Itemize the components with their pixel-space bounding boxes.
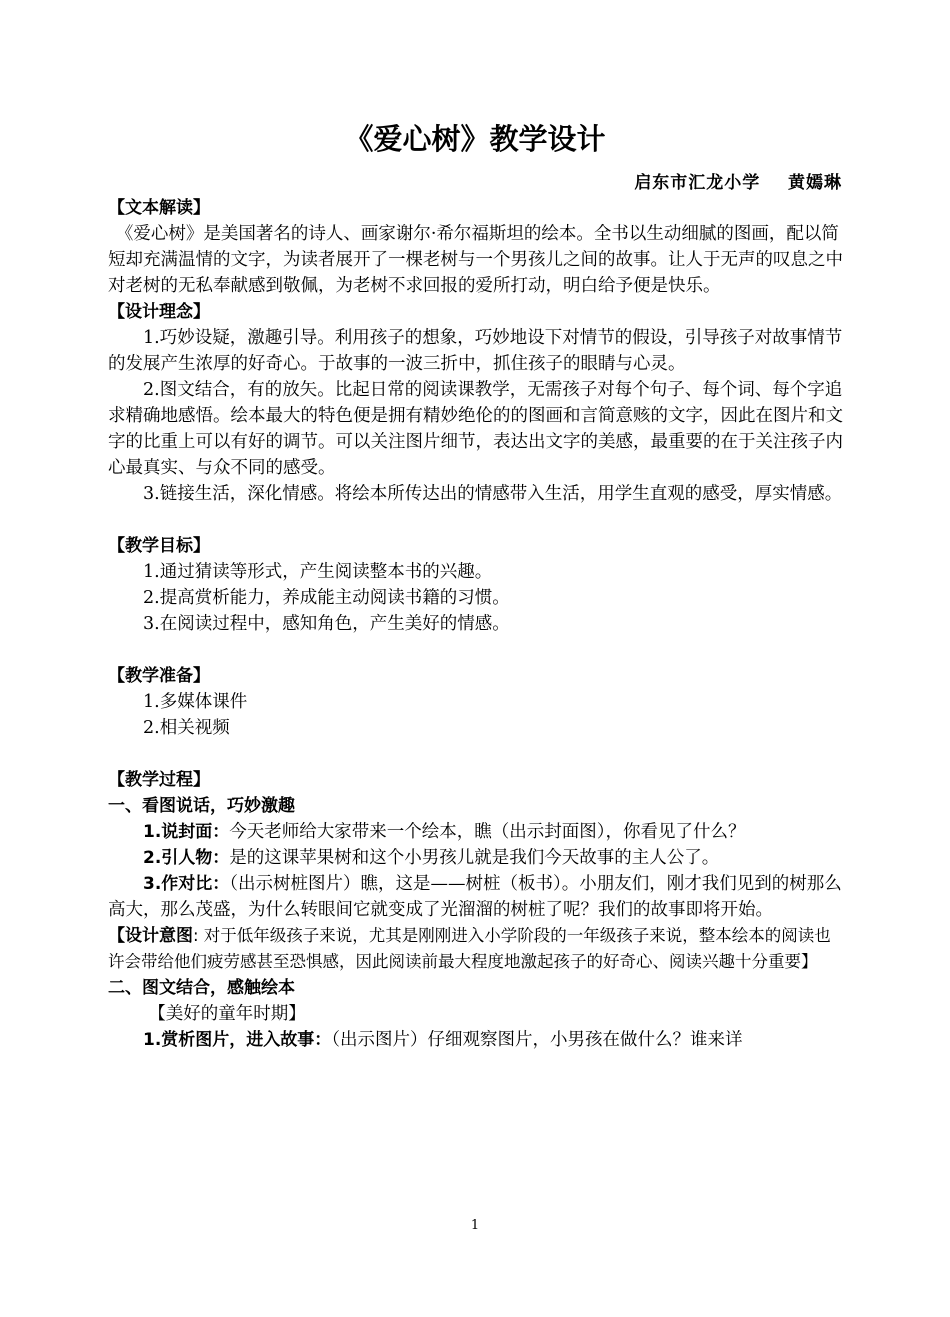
goal-item-1: 1.通过猜读等形式，产生阅读整本书的兴趣。 [143, 562, 493, 582]
preparation-item-1: 1.多媒体课件 [143, 692, 248, 712]
process-step-3 [108, 871, 844, 923]
section-heading-preparation: 【教学准备】 [108, 666, 210, 686]
design-concept-item-2: 2.图文结合，有的放矢。比起日常的阅读课教学，无需孩子对每个句子、每个词、每个字追求精确地感悟。绘本最大的特色便是拥有精妙绝伦的的图画和言简意赅的文字，因此在图片和文字的比重上可以有好的调节。可以关注图片细节，表达出文字的美感，最重要的在于关注孩子内心最真实、与众不同的感受。 [108, 380, 843, 478]
design-intent-paragraph [108, 923, 844, 975]
process-step-1-label: 1.说封面： [143, 822, 230, 842]
process-part2-step-1 [108, 1027, 844, 1053]
process-part2-step-1-label: 1.赏析图片，进入故事： [143, 1030, 332, 1050]
process-step-3-label: 3.作对比： [143, 874, 230, 894]
process-part1-heading: 一、看图说话，巧妙激趣 [108, 796, 295, 816]
section-heading-design-concept: 【设计理念】 [108, 302, 210, 322]
section-heading-text-reading: 【文本解读】 [108, 198, 210, 218]
process-step-3-text: （出示树桩图片）瞧，这是——树桩（板书）。小朋友们，刚才我们见到的树那么高大，那么茂盛，为什么转眼间它就变成了光溜溜的树桩了呢？我们的故事即将开始。 [108, 874, 842, 920]
spacer [108, 507, 844, 533]
document-title: 《爱心树》教学设计 [344, 122, 606, 156]
section-heading-process: 【教学过程】 [108, 770, 210, 790]
process-step-1 [108, 819, 844, 845]
goal-item-3: 3.在阅读过程中，感知角色，产生美好的情感。 [143, 614, 510, 634]
goal-item-2: 2.提高赏析能力，养成能主动阅读书籍的习惯。 [143, 588, 510, 608]
spacer [108, 741, 844, 767]
author-line: 启东市汇龙小学 黄嫣琳 [634, 173, 842, 193]
design-concept-item-1: 1.巧妙设疑，激趣引导。利用孩子的想象，巧妙地设下对情节的假设，引导孩子对故事情节的发展产生浓厚的好奇心。于故事的一波三折中，抓住孩子的眼睛与心灵。 [108, 328, 843, 374]
process-step-2-text: 是的这课苹果树和这个小男孩儿就是我们今天故事的主人公了。 [229, 848, 720, 868]
document-body [108, 195, 844, 1053]
text-reading-paragraph: 《爱心树》是美国著名的诗人、画家谢尔·希尔福斯坦的绘本。全书以生动细腻的图画，配以简短却充满温情的文字，为读者展开了一棵老树与一个男孩儿之间的故事。让人于无声的叹息之中对老树的无私奉献感到敬佩，为老树不求回报的爱所打动，明白给予便是快乐。 [108, 224, 843, 296]
process-part2-heading: 二、图文结合，感触绘本 [108, 978, 295, 998]
process-step-2-label: 2.引人物： [143, 848, 230, 868]
process-part2-step-1-text: （出示图片）仔细观察图片，小男孩在做什么？谁来详 [331, 1030, 743, 1050]
preparation-item-2: 2.相关视频 [143, 718, 230, 738]
design-intent-label: 【设计意图 [108, 926, 193, 946]
spacer [108, 637, 844, 663]
process-part2-subheading: 【美好的童年时期】 [148, 1004, 306, 1024]
process-step-1-text: 今天老师给大家带来一个绘本，瞧（出示封面图），你看见了什么？ [229, 822, 746, 842]
section-heading-goals: 【教学目标】 [108, 536, 210, 556]
page-number: 1 [470, 1218, 480, 1233]
design-intent-text: : 对于低年级孩子来说，尤其是刚刚进入小学阶段的一年级孩子来说，整本绘本的阅读也许会带给他们疲劳感甚至恐惧感，因此阅读前最大程度地激起孩子的好奇心、阅读兴趣十分重要】 [108, 926, 831, 971]
design-concept-item-3: 3.链接生活，深化情感。将绘本所传达出的情感带入生活，用学生直观的感受，厚实情感。 [143, 484, 843, 504]
process-step-2 [108, 845, 844, 871]
